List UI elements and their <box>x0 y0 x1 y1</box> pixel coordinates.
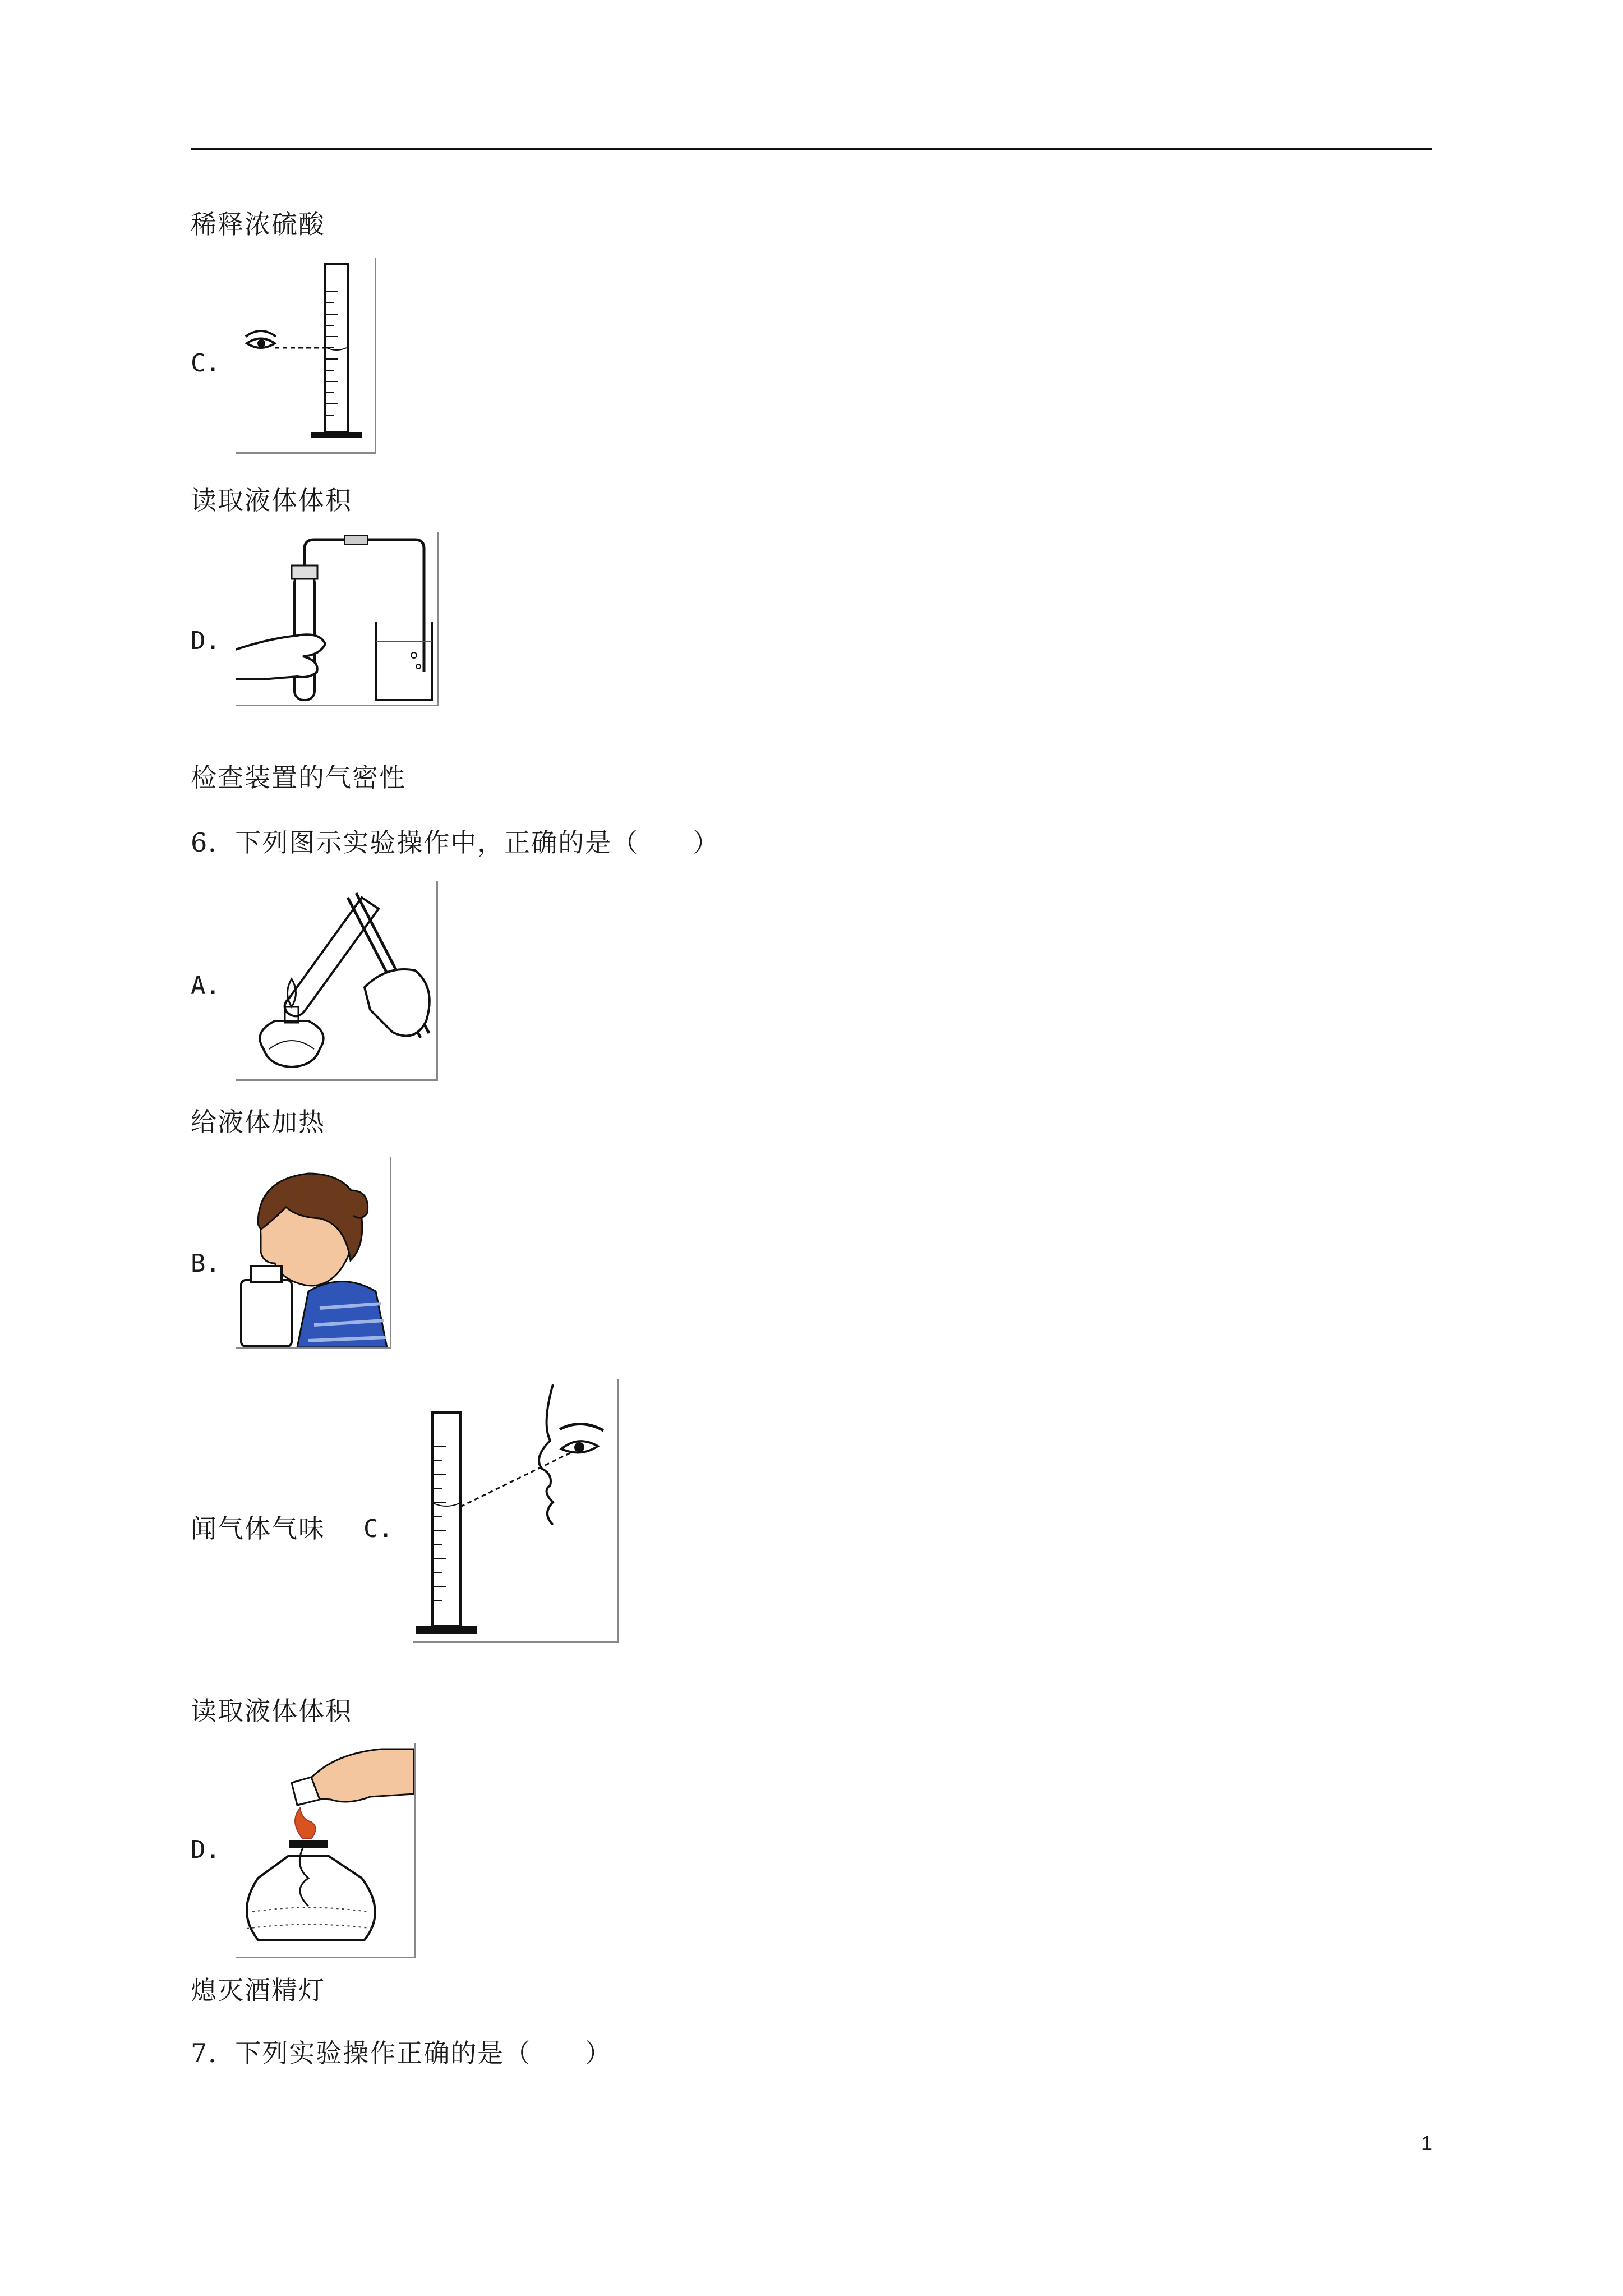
option-a-label: A. <box>191 972 220 1000</box>
caption-dilute-sulfuric-acid: 稀释浓硫酸 <box>191 209 325 240</box>
page-number: 1 <box>1421 2132 1432 2155</box>
heating-test-tube-icon <box>236 881 436 1079</box>
caption-read-liquid-volume-prev: 读取液体体积 <box>191 485 352 516</box>
person-smelling-bottle-icon <box>236 1157 390 1347</box>
caption-check-airtightness: 检查装置的气密性 <box>191 762 406 793</box>
caption-smell-gas: 闻气体气味 <box>191 1513 325 1544</box>
figure-heat-liquid <box>236 881 438 1081</box>
caption-read-liquid-volume: 读取液体体积 <box>191 1696 352 1726</box>
figure-read-cylinder-level <box>236 258 376 454</box>
option-c-label: C. <box>363 1515 393 1543</box>
question-7-stem: 7．下列实验操作正确的是（ ） <box>191 2038 612 2068</box>
caption-heat-liquid: 给液体加热 <box>191 1107 325 1137</box>
figure-smell-gas <box>236 1157 391 1349</box>
question-6-stem: 6．下列图示实验操作中，正确的是（ ） <box>191 827 720 858</box>
alcohol-lamp-cap-icon <box>236 1743 414 1957</box>
option-c-label-prev: C. <box>191 349 220 378</box>
figure-extinguish-lamp <box>236 1743 416 1958</box>
graduated-cylinder-high-view-icon <box>413 1379 617 1641</box>
figure-airtightness-check <box>236 532 439 706</box>
option-b-label: B. <box>191 1249 220 1278</box>
graduated-cylinder-eye-level-icon <box>236 258 375 452</box>
option-d-label: D. <box>191 1835 220 1864</box>
airtightness-apparatus-icon <box>236 532 437 705</box>
header-rule <box>191 148 1432 150</box>
caption-extinguish-alcohol-lamp: 熄灭酒精灯 <box>191 1975 325 2005</box>
figure-read-volume-wrong <box>413 1379 619 1643</box>
option-d-label-prev: D. <box>191 627 220 655</box>
